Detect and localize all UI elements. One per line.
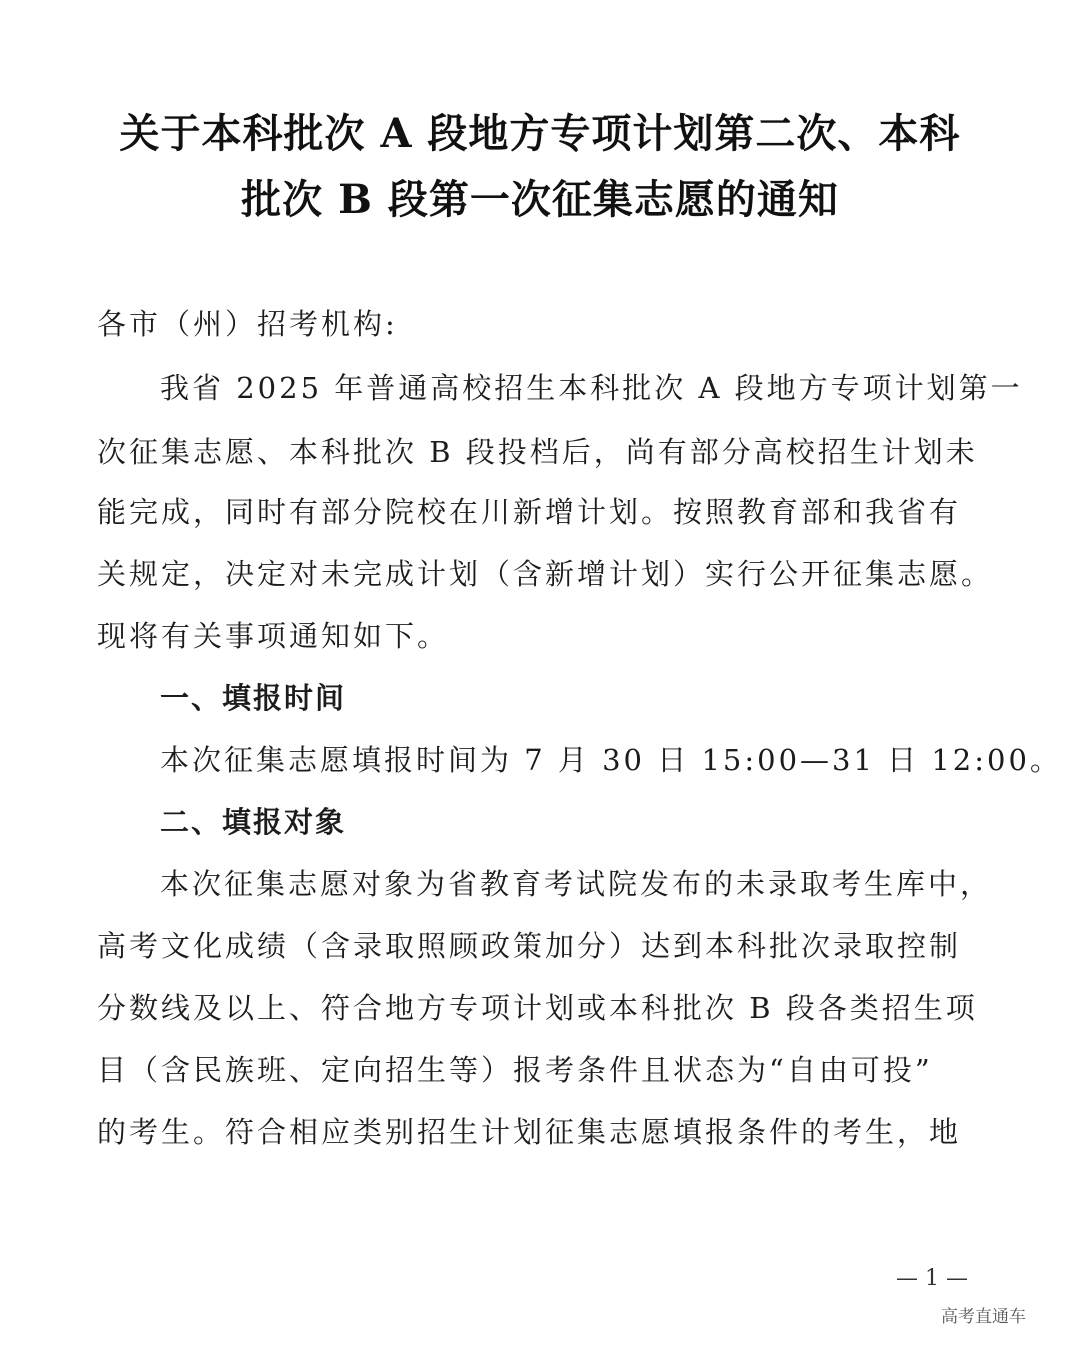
intro-line: 能完成，同时有部分院校在川新增计划。按照教育部和我省有 [97,495,962,529]
watermark: 高考直通车 [941,1307,1026,1327]
section-heading-target: 二、填报对象 [160,805,347,839]
page-number: — 1 — [896,1266,968,1291]
section-time-text: 本次征集志愿填报时间为 7 月 30 日 15:00—31 日 12:00。 [160,743,1062,777]
section-target-line: 目（含民族班、定向招生等）报考条件且状态为“自由可投” [97,1053,933,1087]
intro-line: 现将有关事项通知如下。 [97,619,450,653]
document-title-line-1: 关于本科批次 A 段地方专项计划第二次、本科 [119,110,961,157]
intro-line: 我省 2025 年普通高校招生本科批次 A 段地方专项计划第一 [160,371,1023,405]
document-title-line-2: 批次 B 段第一次征集志愿的通知 [241,176,839,223]
intro-line: 关规定，决定对未完成计划（含新增计划）实行公开征集志愿。 [97,557,994,591]
section-target-line: 的考生。符合相应类别招生计划征集志愿填报条件的考生，地 [97,1115,962,1149]
salutation: 各市（州）招考机构: [97,307,398,341]
section-target-line: 分数线及以上、符合地方专项计划或本科批次 B 段各类招生项 [97,991,978,1025]
section-target-line: 本次征集志愿对象为省教育考试院发布的未录取考生库中， [160,867,993,901]
intro-line: 次征集志愿、本科批次 B 段投档后，尚有部分高校招生计划未 [97,435,978,469]
section-heading-time: 一、填报时间 [160,681,347,715]
section-target-line: 高考文化成绩（含录取照顾政策加分）达到本科批次录取控制 [97,929,962,963]
